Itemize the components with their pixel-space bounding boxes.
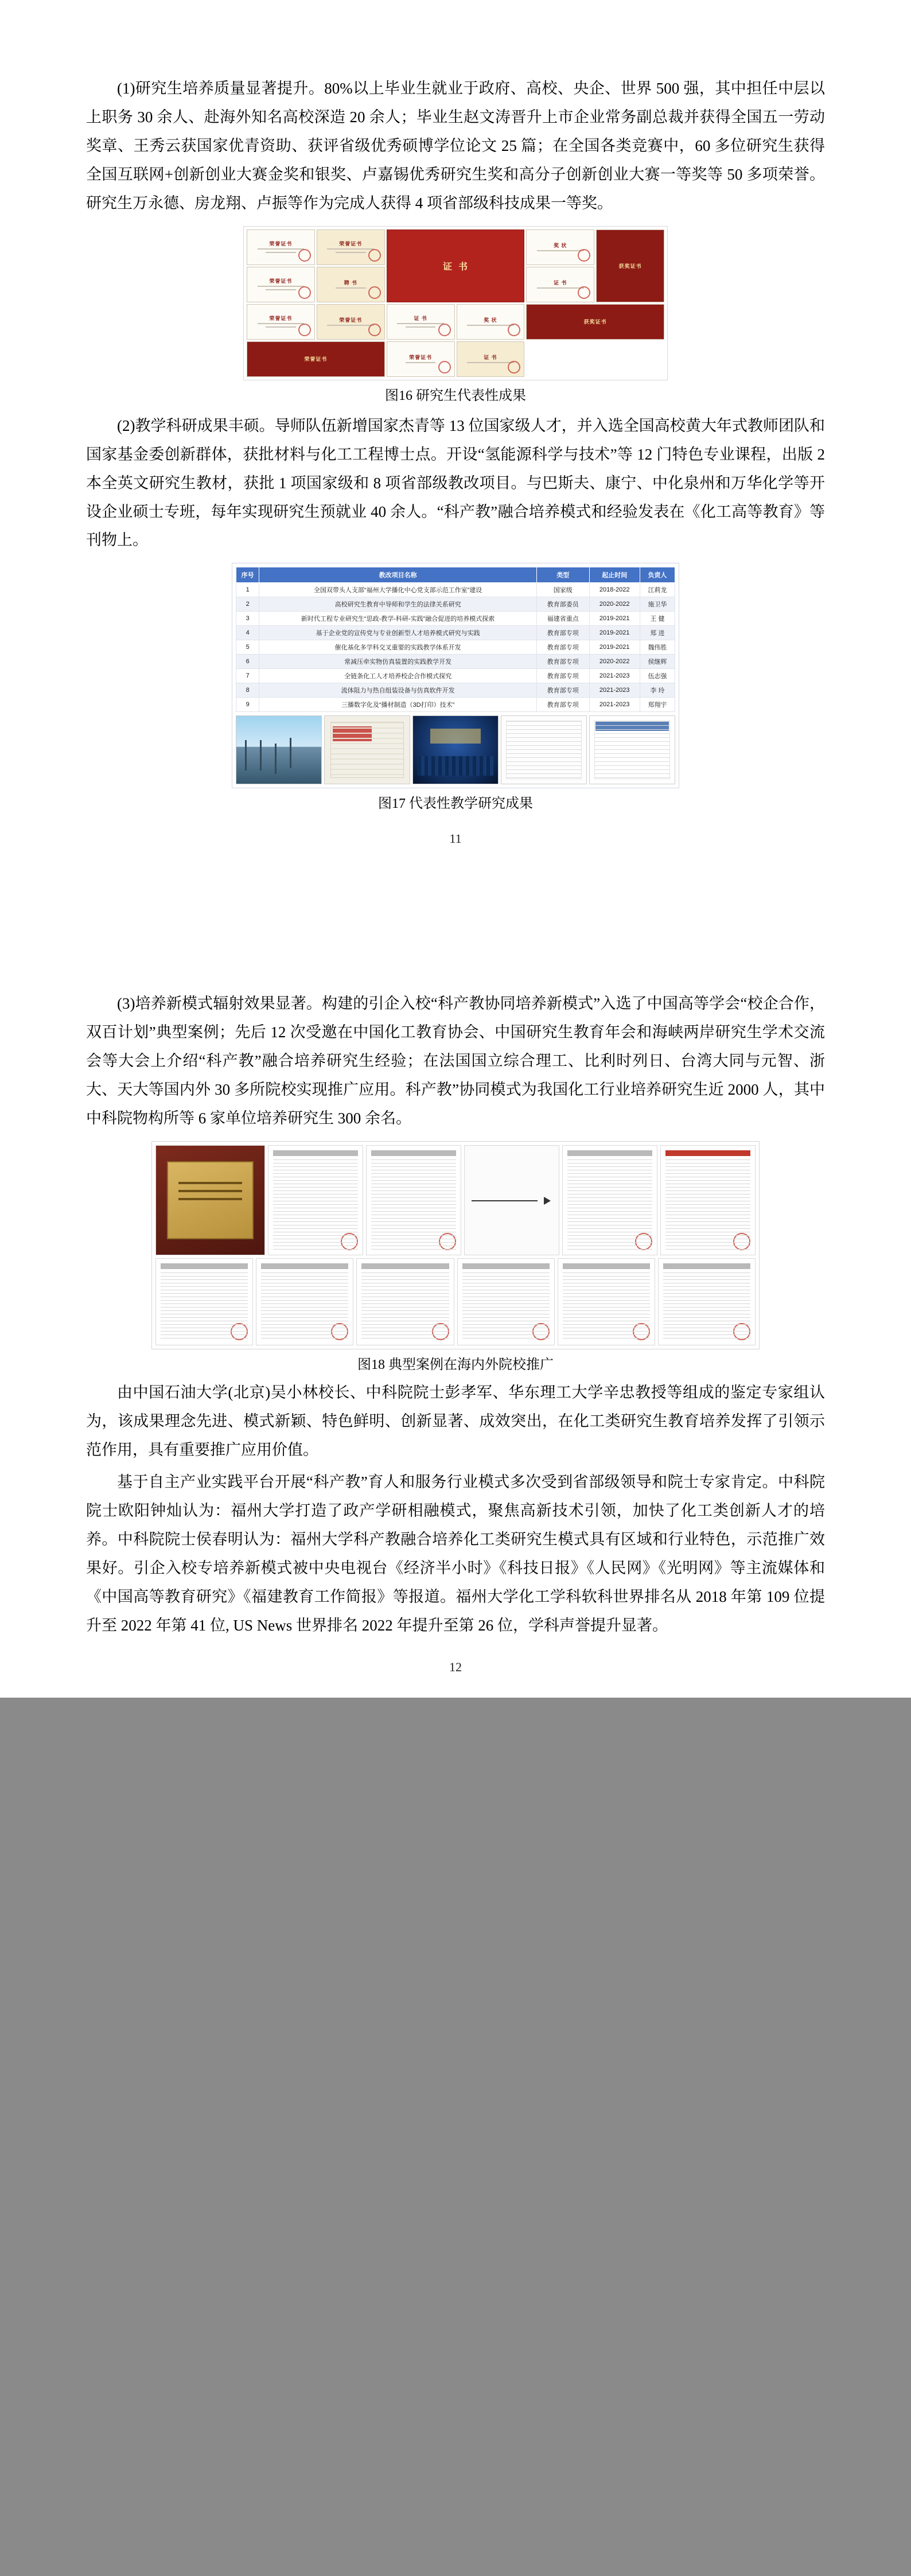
certificate-item: 获奖证书 <box>526 304 664 340</box>
table-row <box>236 583 675 597</box>
cell: 流体阻力与热自组装设备与仿真软件开发 <box>259 683 537 698</box>
cell: 6 <box>236 655 259 669</box>
cell: 基于企业党的宣传党与专业创新型人才培养模式研究与实践 <box>259 626 537 640</box>
cell: 2019-2021 <box>589 612 640 626</box>
figure-18 <box>86 1141 825 1373</box>
table-row <box>236 612 675 626</box>
certificate-item: 荣誉证书 <box>387 341 455 377</box>
certificate-item: 证 书 <box>526 267 594 302</box>
table-row <box>236 640 675 655</box>
certificate-item: 荣誉证书 <box>247 304 315 340</box>
cell: 国家级 <box>536 583 589 597</box>
certificate-item: 荣誉证书 <box>317 304 385 340</box>
cell: 教育部专项 <box>536 655 589 669</box>
cell: 教育部专项 <box>536 669 589 683</box>
table-row <box>236 655 675 669</box>
document-card <box>366 1145 461 1255</box>
table-header-cell: 起止时间 <box>589 567 640 583</box>
cell: 教育部委员 <box>536 597 589 612</box>
photo-document-2 <box>589 715 675 784</box>
cell: 2020-2022 <box>589 597 640 612</box>
certificate-item: 证 书 <box>387 229 525 302</box>
figure-18-row-2 <box>155 1258 756 1345</box>
document-card <box>558 1258 655 1345</box>
document-card <box>155 1258 253 1345</box>
document-card <box>268 1145 363 1255</box>
cell: 2019-2021 <box>589 640 640 655</box>
document-card <box>356 1258 454 1345</box>
certificate-item: 荣誉证书 <box>247 341 385 377</box>
document-card <box>256 1258 353 1345</box>
document-card <box>562 1145 657 1255</box>
page-break-gap <box>0 869 911 955</box>
cell: 魏伟胜 <box>640 640 675 655</box>
paragraph-1: (1)研究生培养质量显著提升。80%以上毕业生就业于政府、高校、央企、世界 500 强，其中担任中层以上职务 30 余人、赴海外知名高校深造 20 余人；毕业生赵文涛晋升上市企业常务副总裁并获得全国五一劳动奖章、王秀云获国家优青资助、获评省级优秀硕博学位论文 25 篇；在全国各类竞赛中，60 多位研究生获得全国互联网+创新创业大赛金奖和银奖、卢嘉锡优秀研究生奖和高分子创新创业大赛一等奖等 50 多项荣誉。研究生万永德、房龙翔、卢振等作为完成人获得 4 项省部级科技成果一等奖。 <box>86 80 825 212</box>
cell: 教育部专项 <box>536 626 589 640</box>
teaching-reform-table <box>236 567 675 712</box>
cell: 王 健 <box>640 612 675 626</box>
cell: 伍志强 <box>640 669 675 683</box>
paragraph-5: 基于自主产业实践平台开展“科产教”育人和服务行业模式多次受到省部级领导和院士专家肯定。中科院院士欧阳钟灿认为：福州大学打造了政产学研相融模式，聚焦高新技术引领，加快了化工类创新人才的培养。中科院院士侯春明认为：福州大学科产教融合培养化工类研究生模式具有区域和行业特色，示范推广效果好。引企入校专培养新模式被中央电视台《经济半小时》《科技日报》《人民网》《光明网》等主流媒体和《中国高等教育研究》《福建教育工作简报》等报道。福州大学化工学科软科世界排名从 2018 年第 109 位提升至 2022 年第 41 位, US News 世界排名 2022 年提升至第 26 位，学科声誉提升显著。 <box>86 1473 825 1634</box>
cell: 全链条化工人才培养校企合作模式探究 <box>259 669 537 683</box>
cell: 教育部专项 <box>536 640 589 655</box>
diagram-card <box>464 1145 559 1255</box>
document-card <box>658 1258 756 1345</box>
cell: 2021-2023 <box>589 669 640 683</box>
figure-17-panel <box>232 563 679 788</box>
table-row <box>236 669 675 683</box>
cell: 2020-2022 <box>589 655 640 669</box>
award-plaque <box>155 1145 265 1255</box>
page-12 <box>0 955 911 1697</box>
photo-conference-hall <box>412 715 499 784</box>
cell: 1 <box>236 583 259 597</box>
photo-book-cover <box>324 715 410 784</box>
cell: 郑翔宇 <box>640 698 675 712</box>
photo-document-1 <box>501 715 587 784</box>
page-number-12: 12 <box>449 1659 462 1674</box>
paragraph-4: 由中国石油大学(北京)吴小林校长、中科院院士彭孝军、华东理工大学辛忠教授等组成的鉴定专家组认为，该成果理念先进、模式新颖、特色鲜明、创新显著、成效突出，在化工类研究生教育培养发挥了引领示范作用，具有重要推广应用价值。 <box>86 1384 825 1458</box>
cell: 新时代工程专业研究生“思政-教学-科研-实践”融合促进的培养模式探索 <box>259 612 537 626</box>
figure-16 <box>86 226 825 404</box>
page-11 <box>0 0 911 869</box>
paragraph-2: (2)教学科研成果丰硕。导师队伍新增国家杰青等 13 位国家级人才，并入选全国高校黄大年式教师团队和国家基金委创新群体，获批材料与化工工程博士点。开设“氢能源科学与技术”等 12 门特色专业课程，出版 2 本全英文研究生教材，获批 1 项国家级和 8 项省部级教改项目。与巴斯夫、康宁、中化泉州和万华化学等开设企业硕士专班，每年实现研究生预就业 40 余人。“科产教”融合培养模式和经验发表在《化工高等教育》等刊物上。 <box>86 417 825 549</box>
certificate-item: 荣誉证书 <box>247 267 315 302</box>
document-card <box>457 1258 555 1345</box>
cell: 3 <box>236 612 259 626</box>
table-header-cell: 教改项目名称 <box>259 567 537 583</box>
cell: 侯继辉 <box>640 655 675 669</box>
certificate-item: 证 书 <box>457 341 525 377</box>
cell: 4 <box>236 626 259 640</box>
page-number-11: 11 <box>449 831 462 846</box>
cell: 教育部专项 <box>536 683 589 698</box>
cell: 高校研究生教育中导师和学生的法律关系研究 <box>259 597 537 612</box>
paragraph-3: (3)培养新模式辐射效果显著。构建的引企入校“科产教协同培养新模式”入选了中国高等学会“校企合作，双百计划”典型案例；先后 12 次受邀在中国化工教育协会、中国研究生教育年会和海峡两岸研究生学术交流会等大会上介绍“科产教”融合培养研究生经验；在法国国立综合理工、比利时列日、台湾大同与元智、浙大、天大等国内外 30 多所院校实现推广应用。科产教”协同模式为我国化工行业培养研究生近 2000 人，其中中科院物构所等 6 家单位培养研究生 300 余名。 <box>86 995 825 1127</box>
table-header-cell: 类型 <box>536 567 589 583</box>
cell: 2018-2022 <box>589 583 640 597</box>
cell: 郑 进 <box>640 626 675 640</box>
figure-18-caption: 图18 典型案例在海内外院校推广 <box>357 1357 554 1373</box>
cell: 9 <box>236 698 259 712</box>
figure-17 <box>86 563 825 812</box>
figure-18-row-1 <box>155 1145 756 1255</box>
cell: 教育部专项 <box>536 698 589 712</box>
cell: 全国双带头人支部“福州大学播化中心党支部示范工作室”建设 <box>259 583 537 597</box>
cell: 三播数字化及“播材制造（3D打印）技术” <box>259 698 537 712</box>
table-row <box>236 683 675 698</box>
certificate-item: 荣誉证书 <box>247 229 315 265</box>
cell: 7 <box>236 669 259 683</box>
table-row <box>236 597 675 612</box>
table-row <box>236 698 675 712</box>
table-header-row <box>236 567 675 583</box>
document-card <box>660 1145 756 1255</box>
figure-16-caption: 图16 研究生代表性成果 <box>385 388 526 403</box>
table-header-cell: 负责人 <box>640 567 675 583</box>
certificate-item: 奖 状 <box>526 229 594 265</box>
cell: 2 <box>236 597 259 612</box>
cell: 2021-2023 <box>589 698 640 712</box>
certificate-item: 奖 状 <box>457 304 525 340</box>
cell: 催化基化多学科交叉重要的实践教学体系开发 <box>259 640 537 655</box>
table-header-cell: 序号 <box>236 567 259 583</box>
figure-16-collage <box>243 226 668 380</box>
figure-18-collage <box>151 1141 760 1349</box>
cell: 常减压牵实物仿真装置的实践教学开发 <box>259 655 537 669</box>
figure-17-caption: 图17 代表性教学研究成果 <box>378 796 533 812</box>
certificate-item: 荣誉证书 <box>317 229 385 265</box>
cell: 5 <box>236 640 259 655</box>
certificate-item: 获奖证书 <box>596 229 664 302</box>
cell: 福建省重点 <box>536 612 589 626</box>
table-row <box>236 626 675 640</box>
certificate-item: 证 书 <box>387 304 455 340</box>
cell: 2019-2021 <box>589 626 640 640</box>
cell: 8 <box>236 683 259 698</box>
certificate-item: 聘 书 <box>317 267 385 302</box>
cell: 2021-2023 <box>589 683 640 698</box>
cell: 江莉龙 <box>640 583 675 597</box>
cell: 施卫华 <box>640 597 675 612</box>
figure-17-photos <box>236 715 675 784</box>
cell: 李 玲 <box>640 683 675 698</box>
photo-industrial-plant <box>236 715 322 784</box>
